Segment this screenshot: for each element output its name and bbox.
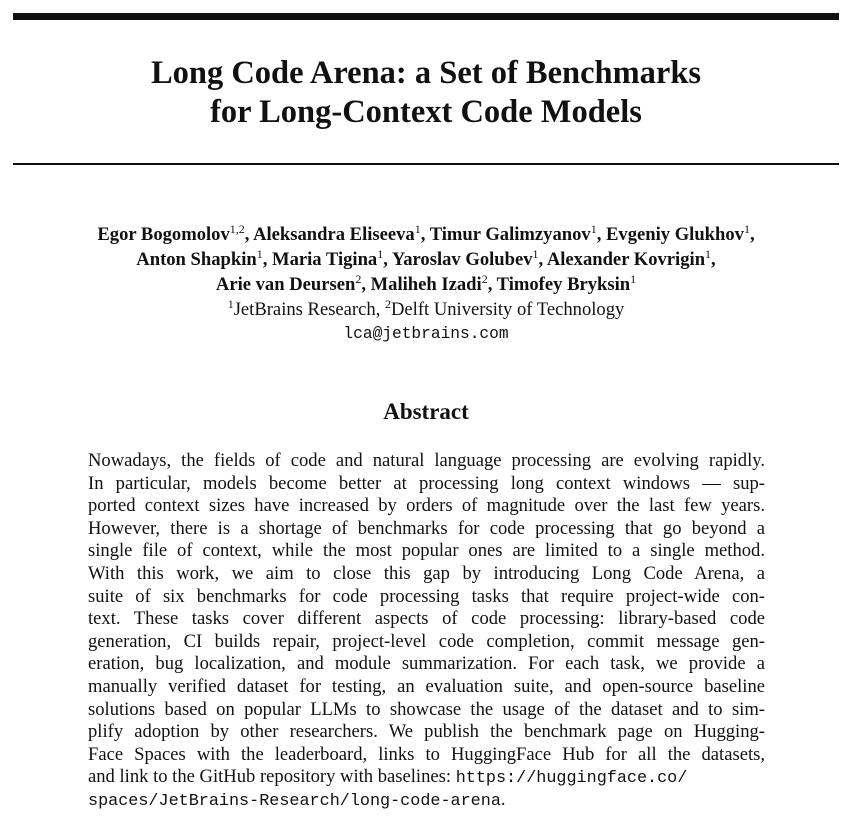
repo-url-part-2[interactable]: spaces/JetBrains-Research/long-code-arena — [88, 791, 501, 811]
author-affiliation-mark: 1 — [414, 222, 421, 236]
author-affiliation-mark: 1,2 — [229, 222, 245, 236]
abstract-heading: Abstract — [383, 399, 469, 424]
abstract-line: generation, CI builds repair, project-level code completion, commit message gen- — [88, 630, 765, 652]
author-affiliation-mark: 1 — [705, 247, 712, 261]
author-names — [13, 223, 839, 298]
author-block — [13, 223, 839, 346]
abstract-line-text: and link to the GitHub repository with baselines: — [88, 766, 456, 788]
author-separator: , — [596, 224, 606, 245]
author-separator: , — [538, 249, 547, 270]
author-name: Arie van Deursen — [215, 274, 356, 295]
author-separator: , — [420, 224, 430, 245]
contact-email[interactable]: lca@jetbrains.com — [343, 325, 509, 343]
author-line — [13, 273, 839, 298]
author-affiliation-mark: 1 — [377, 247, 384, 261]
author-name: Evgeniy Glukhov — [606, 224, 744, 245]
affiliation-separator: , — [375, 299, 385, 320]
affiliation-name: JetBrains Research — [233, 299, 376, 320]
author-name: Timofey Bryksin — [496, 274, 631, 295]
top-rule — [13, 13, 839, 20]
paper-title — [13, 54, 839, 132]
author-separator: , — [749, 224, 755, 245]
author-line — [13, 223, 839, 248]
abstract-line: suite of six benchmarks for code processing tasks that require project-wide con- — [88, 585, 765, 607]
author-name: Maria Tigina — [272, 249, 378, 270]
abstract-line: single file of context, while the most popular ones are limited to a single method. — [88, 540, 765, 562]
author-name: Aleksandra Eliseeva — [253, 224, 415, 245]
affiliation-mark: 1 — [227, 297, 234, 311]
abstract-line — [88, 766, 765, 789]
author-separator: , — [361, 274, 371, 295]
abstract-line: manually verified dataset for testing, an evaluation suite, and open-source baseline — [88, 675, 765, 697]
author-separator: , — [383, 249, 392, 270]
abstract-line-end: . — [500, 788, 506, 810]
author-affiliation-mark: 2 — [355, 272, 362, 286]
author-affiliation-mark: 2 — [481, 272, 488, 286]
author-line — [13, 248, 839, 273]
author-name: Maliheh Izadi — [370, 274, 482, 295]
author-affiliation-mark: 1 — [743, 222, 750, 236]
author-affiliation-mark: 1 — [630, 272, 637, 286]
author-affiliation-mark: 1 — [256, 247, 263, 261]
author-separator: , — [262, 249, 273, 270]
author-separator: , — [244, 224, 254, 245]
abstract-line: solutions based on popular LLMs to showcase the usage of the dataset and to sim- — [88, 698, 765, 720]
author-name: Anton Shapkin — [136, 249, 257, 270]
author-name: Timur Galimzyanov — [429, 224, 591, 245]
author-name: Egor Bogomolov — [97, 224, 230, 245]
title-bottom-rule — [13, 163, 839, 165]
abstract-line: eration, bug localization, and module summarization. For each task, we provide a — [88, 653, 765, 675]
abstract-body — [88, 450, 765, 812]
abstract-line — [88, 789, 765, 812]
abstract-line: With this work, we aim to close this gap by introducing Long Code Arena, a — [88, 562, 765, 584]
author-name: Yaroslav Golubev — [391, 249, 533, 270]
title-line-1: Long Code Arena: a Set of Benchmarks — [150, 55, 702, 91]
abstract-line: In particular, models become better at processing long context windows — sup- — [88, 472, 765, 494]
author-affiliation-mark: 1 — [590, 222, 597, 236]
title-line-2: for Long-Context Code Models — [210, 94, 642, 130]
author-separator: , — [711, 249, 716, 270]
repo-url-part-1[interactable]: https://huggingface.co/ — [455, 769, 688, 789]
affiliations — [13, 298, 839, 323]
abstract-line: text. These tasks cover different aspects of code processing: library-based code — [88, 608, 765, 630]
abstract-line: plify adoption by other researchers. We publish the benchmark page on Hugging- — [88, 721, 765, 743]
abstract-line: ported context sizes have increased by orders of magnitude over the last few years. — [88, 495, 765, 517]
affiliation-mark: 2 — [384, 297, 391, 311]
abstract-line: However, there is a shortage of benchmarks for code processing that go beyond a — [88, 517, 765, 539]
abstract-line: Nowadays, the fields of code and natural language processing are evolving rapidly. — [88, 450, 765, 471]
author-affiliation-mark: 1 — [532, 247, 539, 261]
affiliation-name: Delft University of Technology — [390, 299, 625, 320]
abstract-line: Face Spaces with the leaderboard, links to HuggingFace Hub for all the datasets, — [88, 743, 765, 765]
author-separator: , — [487, 274, 497, 295]
author-name: Alexander Kovrigin — [546, 249, 706, 270]
